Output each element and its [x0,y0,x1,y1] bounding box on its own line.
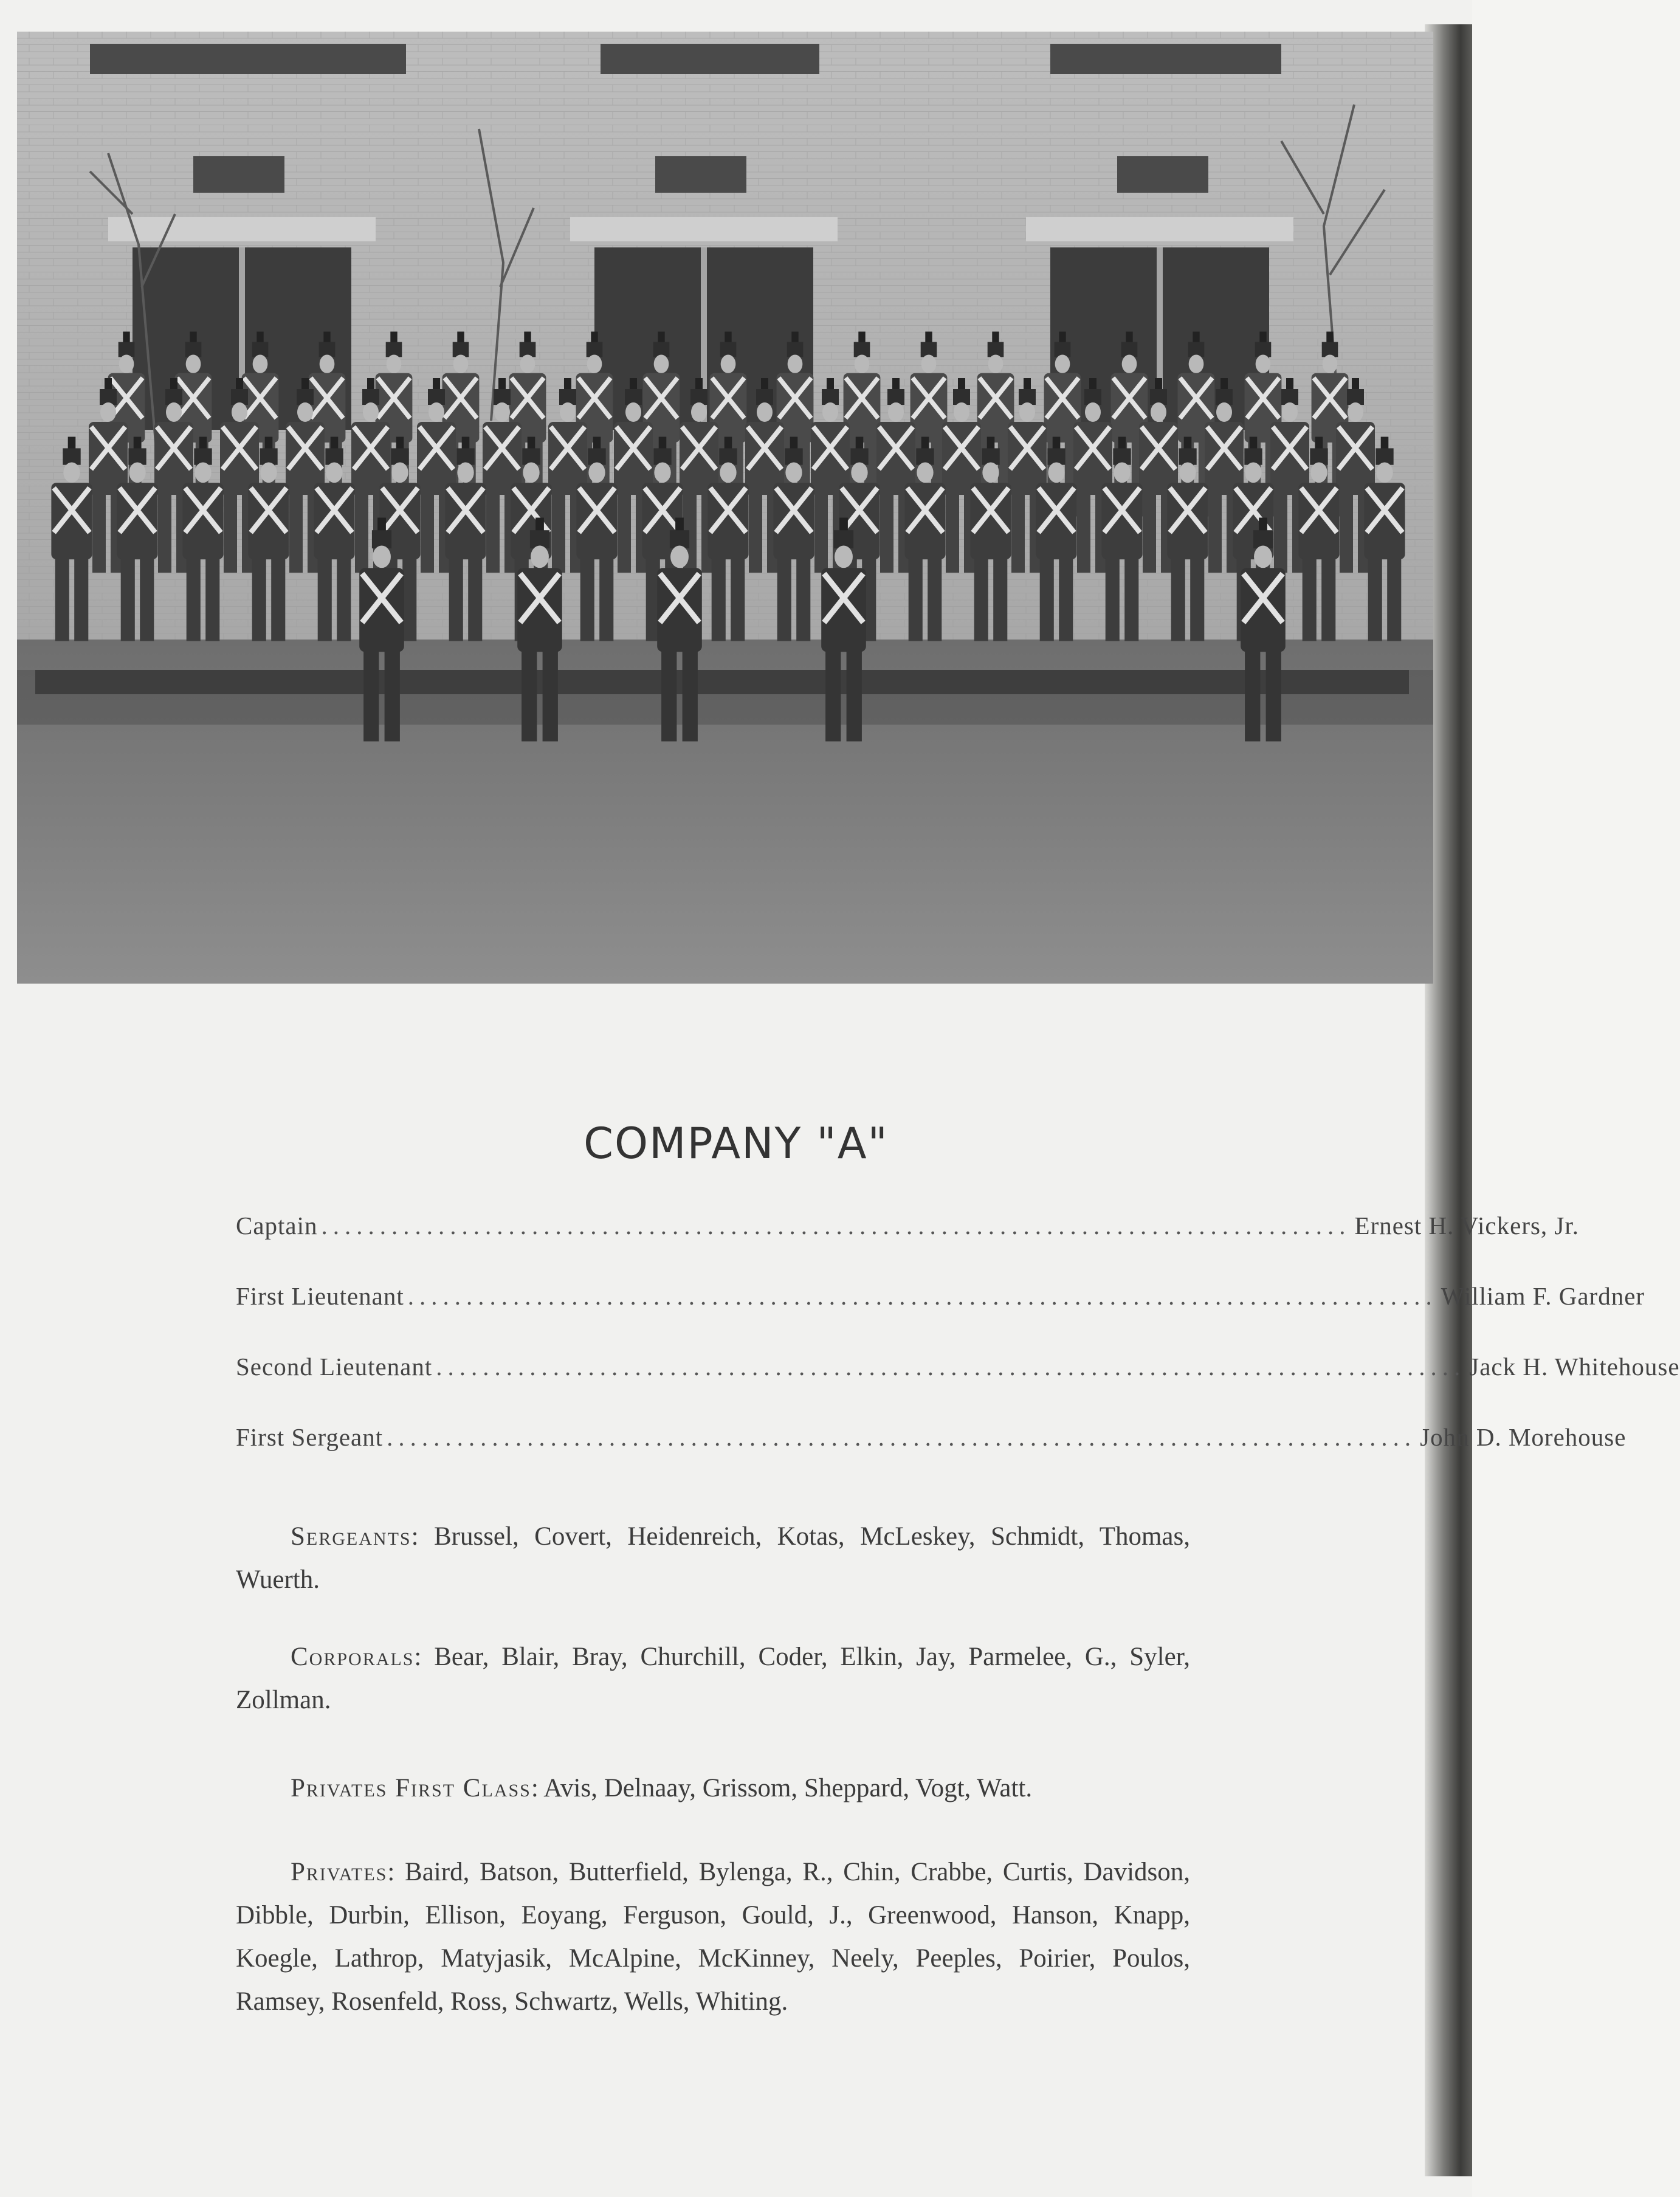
leader-dots: ........................................................................................ [387,1423,1417,1451]
roster-label: Sergeants [291,1522,411,1551]
officer-rank: First Lieutenant [236,1282,404,1310]
roster-names: Bear, Blair, Bray, Churchill, Coder, Elkin, Jay, Parmelee, G., Syler, Zollman. [236,1643,1191,1714]
officer-rank: Second Lieutenant [236,1353,433,1381]
officer-row-second-lieutenant [236,1352,1680,1388]
roster-label: Privates First Class [291,1774,531,1802]
officer-row-first-lieutenant [236,1281,1645,1318]
officer-rank: Captain [236,1212,318,1240]
roster-privates: Privates: Baird, Batson, Butterfield, Bylenga, R., Chin, Crabbe, Curtis, Davidson, Dibble, Durbin, Ellison, Eoyang, Ferguson, Gould, J., Greenwood, Hanson, Knapp, Koegle, Lathrop, Matyjasik, McAlpine, McKinney, Neely, Peeples, Poirier, Poulos, Ramsey, Rosenfeld, Ross, Schwartz, Wells, Whiting. [236,1858,1190,2016]
officer-row-first-sergeant [236,1423,1627,1459]
roster-label: Corporals [291,1643,415,1671]
officer-name: Ernest H. Vickers, Jr. [1354,1212,1580,1240]
officer-name: William F. Gardner [1441,1282,1645,1310]
leader-dots: ........................................................................................ [436,1353,1466,1381]
roster-names: Brussel, Covert, Heidenreich, Kotas, McLeskey, Schmidt, Thomas, Wuerth. [236,1522,1190,1594]
roster-sergeants: Sergeants: Brussel, Covert, Heidenreich, Kotas, McLeskey, Schmidt, Thomas, Wuerth. [236,1522,1190,1594]
leader-dots: ........................................................................................ [321,1212,1351,1240]
roster-names: Avis, Delnaay, Grissom, Sheppard, Vogt, Watt. [543,1774,1033,1802]
roster-names: Baird, Batson, Butterfield, Bylenga, R., Chin, Crabbe, Curtis, Davidson, Dibble, Durbin, Ellison, Eoyang, Ferguson, Gould, J., Greenwood, Hanson, Knapp, Koegle, Lathrop, Matyjasik, McAlpine, McKinney, Neely, Peeples, Poirier, Poulos, Ramsey, Rosenfeld, Ross, Schwartz, Wells, Whiting. [236,1858,1190,2016]
company-photo [17,32,1433,984]
roster-label: Privates [291,1858,388,1886]
officer-row-captain [236,1211,1580,1247]
leader-dots: ........................................................................................ [407,1282,1437,1310]
roster-corporals: Corporals: Bear, Blair, Bray, Churchill, Coder, Elkin, Jay, Parmelee, G., Syler, Zollman. [236,1643,1191,1714]
page-title: COMPANY "A" [584,1119,889,1168]
officer-name: John D. Morehouse [1420,1423,1627,1451]
officer-rank: First Sergeant [236,1423,384,1451]
officer-name: Jack H. Whitehouse [1469,1353,1680,1381]
roster-privates-first-class: Privates First Class: Avis, Delnaay, Grissom, Sheppard, Vogt, Watt. [291,1774,1033,1802]
